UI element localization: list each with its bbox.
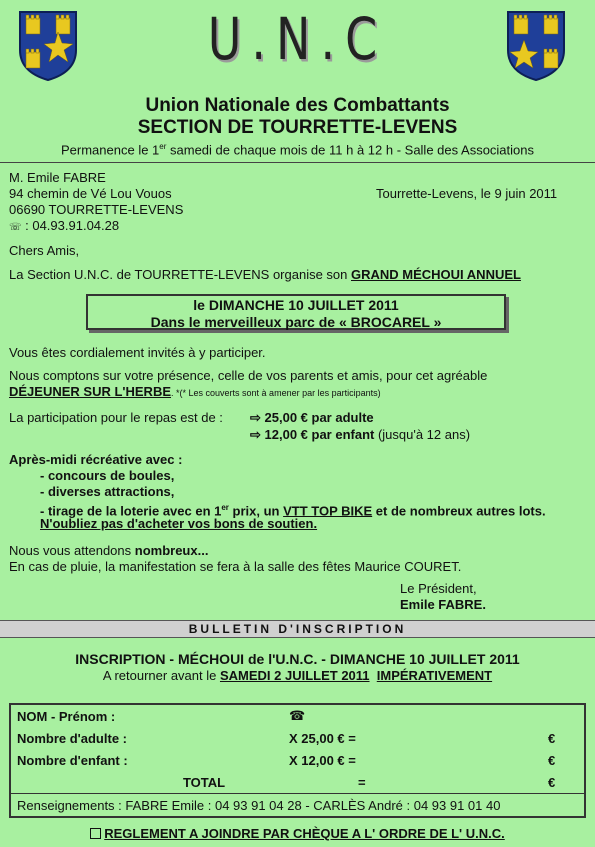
price-intro: La participation pour le repas est de :: [9, 410, 223, 425]
section-name: SECTION DE TOURRETTE-LEVENS: [137, 117, 458, 138]
payment-line: REGLEMENT A JOINDRE PAR CHÈQUE A L' ORDRE DE L' U.N.C.: [0, 826, 595, 841]
event-name: GRAND MÉCHOUI ANNUEL: [351, 267, 521, 282]
activity-lottery: - tirage de la loterie avec en 1er prix, un VTT TOP BIKE et de nombreux autres lots.: [40, 503, 546, 519]
org-name: Union Nationale des Combattants: [145, 95, 450, 116]
reminder-line: N'oubliez pas d'acheter vos bons de soutien.: [40, 516, 318, 531]
activity-attractions: - diverses attractions,: [40, 484, 175, 499]
children-euro: €: [548, 752, 556, 768]
registration-form: [9, 703, 586, 818]
header-divider: [0, 162, 595, 163]
price-child: ⇨ 12,00 € par enfant (jusqu'à 12 ans): [250, 427, 471, 442]
rain-line: En cas de pluie, la manifestation se fera à la salle des fêtes Maurice COURET.: [9, 559, 462, 574]
invite-line: Vous êtes cordialement invités à y participer.: [9, 345, 266, 360]
event-date: le DIMANCHE 10 JUILLET 2011: [193, 297, 399, 313]
checkbox-icon[interactable]: [90, 828, 101, 839]
greeting: Chers Amis,: [9, 243, 80, 258]
form-row-total: [10, 771, 585, 794]
arrow-right-icon: ⇨: [250, 427, 265, 442]
adults-euro: €: [548, 730, 556, 746]
intro-line: La Section U.N.C. de TOURRETTE-LEVENS organise son GRAND MÉCHOUI ANNUEL: [9, 267, 521, 282]
name-label: NOM - Prénom :: [17, 708, 116, 724]
sender-block: [9, 170, 183, 236]
price-adult: ⇨ 25,00 € par adulte: [250, 410, 374, 425]
adults-label: Nombre d'adulte :: [17, 730, 127, 746]
phone-icon: ☎: [289, 708, 306, 723]
form-title: INSCRIPTION - MÉCHOUI de l'U.N.C. - DIMANCHE 10 JUILLET 2011: [75, 651, 520, 667]
sender-city: 06690 TOURRETTE-LEVENS: [9, 202, 184, 217]
adults-price[interactable]: X 25,00 € =: [289, 730, 356, 746]
form-row-adults: [10, 727, 585, 749]
form-row-children: [10, 749, 585, 771]
sender-street: 94 chemin de Vé Lou Vouos: [9, 186, 172, 201]
form-return: A retourner avant le SAMEDI 2 JUILLET 2011 IMPÉRATIVEMENT: [102, 668, 493, 683]
count-line: Nous comptons sur votre présence, celle de vos parents et amis, pour cet agréable: [9, 368, 488, 383]
total-euro: €: [548, 774, 556, 790]
total-equals[interactable]: =: [358, 774, 366, 790]
permanence-line: Permanence le 1er samedi de chaque mois de 11 h à 12 h - Salle des Associations: [61, 142, 534, 158]
signature-name: Emile FABRE.: [400, 597, 486, 612]
signature-title: Le Président,: [400, 581, 477, 596]
afternoon-title: Après-midi récréative avec :: [9, 452, 183, 467]
total-label: TOTAL: [182, 774, 226, 790]
wait-line: Nous vous attendons nombreux...: [9, 543, 209, 558]
form-banner: BULLETIN D'INSCRIPTION: [0, 620, 595, 638]
date-line: Tourrette-Levens, le 9 juin 2011: [376, 186, 558, 201]
event-box: [86, 294, 506, 330]
children-price[interactable]: X 12,00 € =: [289, 752, 356, 768]
logo-unc: U.N.C: [207, 5, 388, 73]
form-row-info: [10, 794, 585, 818]
lunch-line: DÉJEUNER SUR L'HERBE. *(* Les couverts sont à amener par les participants): [9, 384, 381, 399]
phone-icon: ☏: [9, 222, 22, 233]
sender-phone: ☏ : 04.93.91.04.28: [9, 218, 120, 233]
event-location: Dans le merveilleux parc de « BROCAREL »: [150, 314, 442, 330]
sender-name: M. Emile FABRE: [9, 170, 106, 185]
arrow-right-icon: ⇨: [250, 410, 265, 425]
phone-field[interactable]: [283, 704, 542, 727]
info-line: Renseignements : FABRE Emile : 04 93 91 04 28 - CARLÈS André : 04 93 91 01 40: [10, 794, 585, 818]
form-row-name: [10, 704, 585, 727]
children-label: Nombre d'enfant :: [17, 752, 128, 768]
activity-boules: - concours de boules,: [40, 468, 175, 483]
